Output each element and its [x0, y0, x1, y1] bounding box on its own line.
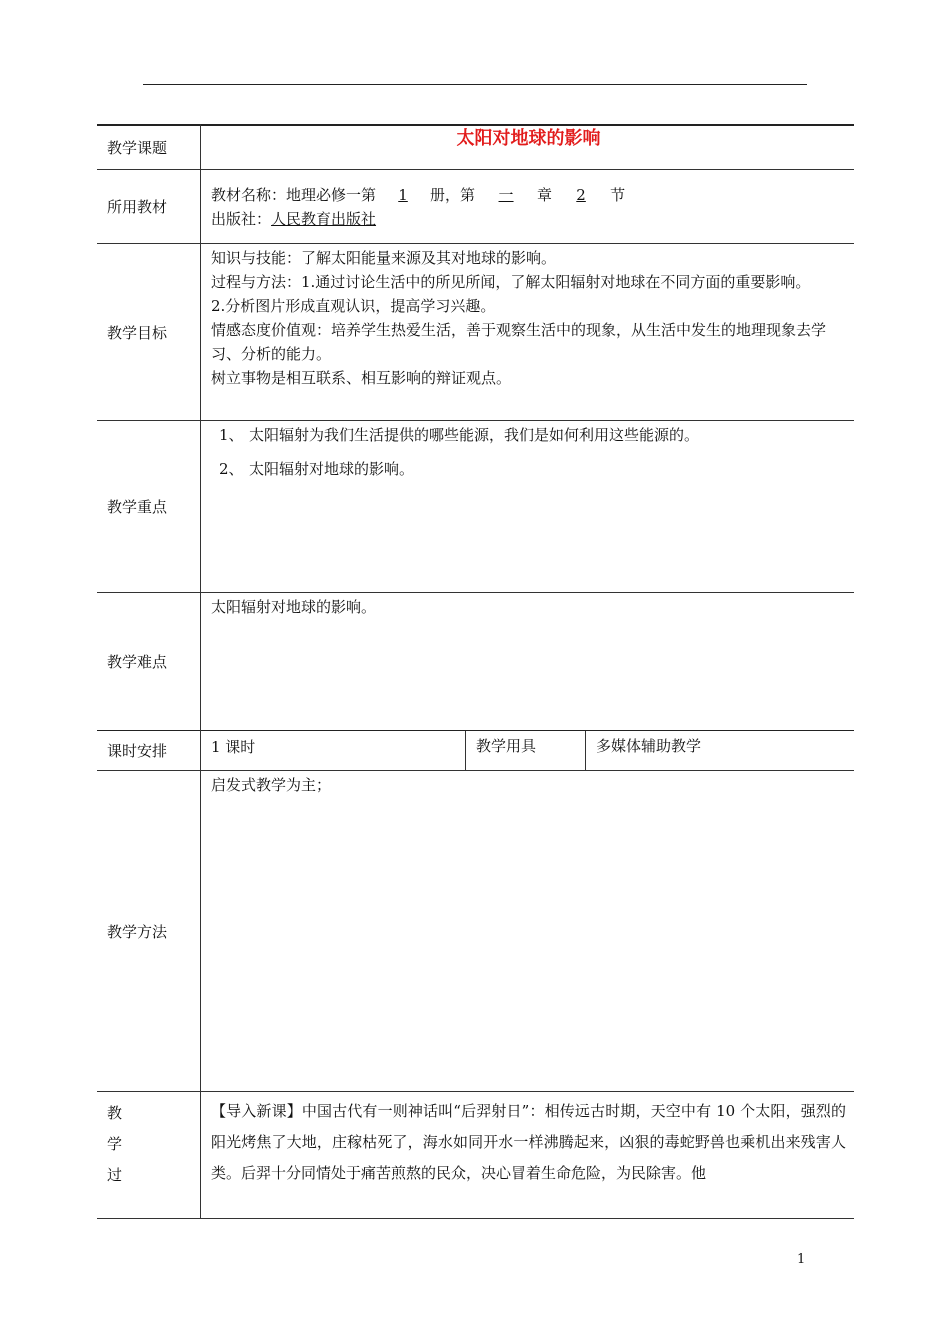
key-point-item [211, 457, 846, 481]
objective-line: 树立事物是相互联系、相互影响的辩证观点。 [211, 369, 512, 387]
textbook-volume: 1 [398, 186, 408, 204]
page-number: 1 [797, 1252, 806, 1267]
row-schedule [97, 731, 854, 770]
process-label [97, 1092, 200, 1218]
key-point-text: 太阳辐射为我们生活提供的哪些能源，我们是如何利用这些能源的。 [249, 426, 700, 444]
key-point-text: 太阳辐射对地球的影响。 [249, 460, 415, 478]
lesson-title: 太阳对地球的影响 [200, 125, 854, 169]
key-points-label: 教学重点 [107, 498, 168, 516]
row-key-points [97, 421, 854, 592]
table-bottom-border [97, 1218, 854, 1219]
row-textbook [97, 170, 854, 243]
textbook-name-prefix: 地理必修一第 [286, 186, 377, 204]
key-points-content [200, 421, 854, 592]
publisher-name: 人民教育出版社 [271, 210, 377, 228]
difficulty-label: 教学难点 [107, 653, 168, 671]
row-method [97, 771, 854, 1091]
objectives-content [200, 244, 854, 420]
process-text: 【导入新课】中国古代有一则神话叫“后羿射日”：相传远古时期，天空中有 10 个太阳，强烈的阳光烤焦了大地，庄稼枯死了，海水如同开水一样沸腾起来，凶狠的毒蛇野兽也乘机出来残害人类。后羿十分同情处于痛苦煎熬的民众，决心冒着生命危险，为民除害。他 [200, 1092, 854, 1218]
tools-value: 多媒体辅助教学 [585, 731, 854, 770]
publisher-line [211, 207, 846, 231]
row-process [97, 1092, 854, 1218]
objective-line: 2.分析图片形成直观认识，提高学习兴趣。 [211, 297, 496, 315]
textbook-section: 2 [576, 186, 586, 204]
process-label-char: 学 [107, 1135, 123, 1153]
publisher-label: 出版社： [211, 210, 272, 228]
textbook-name-line [211, 183, 846, 207]
row-difficulty [97, 593, 854, 730]
objective-line: 过程与方法：1.通过讨论生活中的所见所闻，了解太阳辐射对地球在不同方面的重要影响。 [211, 273, 811, 291]
row-objectives [97, 244, 854, 420]
method-text: 启发式教学为主； [200, 771, 854, 1091]
topic-label: 教学课题 [107, 138, 168, 157]
process-label-char: 过 [107, 1166, 123, 1184]
schedule-label: 课时安排 [107, 742, 168, 760]
method-label: 教学方法 [107, 922, 168, 941]
textbook-label: 所用教材 [107, 198, 168, 216]
textbook-chapter-unit: 章 [537, 186, 553, 204]
objective-line: 情感态度价值观：培养学生热爱生活，善于观察生活中的现象，从生活中发生的地理现象去学习、分析的能力。 [211, 321, 827, 363]
textbook-content [200, 170, 854, 243]
key-point-number: 2、 [219, 460, 244, 478]
row-topic [97, 125, 854, 169]
textbook-chapter: 一 [498, 186, 514, 204]
difficulty-text: 太阳辐射对地球的影响。 [200, 593, 854, 730]
process-label-char: 教 [107, 1104, 123, 1122]
key-point-number: 1、 [219, 426, 244, 444]
textbook-section-unit: 节 [610, 186, 626, 204]
key-point-item [211, 423, 846, 447]
objectives-label: 教学目标 [107, 323, 168, 342]
column-divider [200, 124, 201, 1218]
header-rule [143, 84, 807, 85]
tools-label: 教学用具 [465, 731, 585, 770]
textbook-volume-unit: 册，第 [430, 186, 476, 204]
textbook-name-label: 教材名称： [211, 186, 287, 204]
objective-line: 知识与技能：了解太阳能量来源及其对地球的影响。 [211, 249, 557, 267]
schedule-value: 1 课时 [200, 731, 465, 770]
